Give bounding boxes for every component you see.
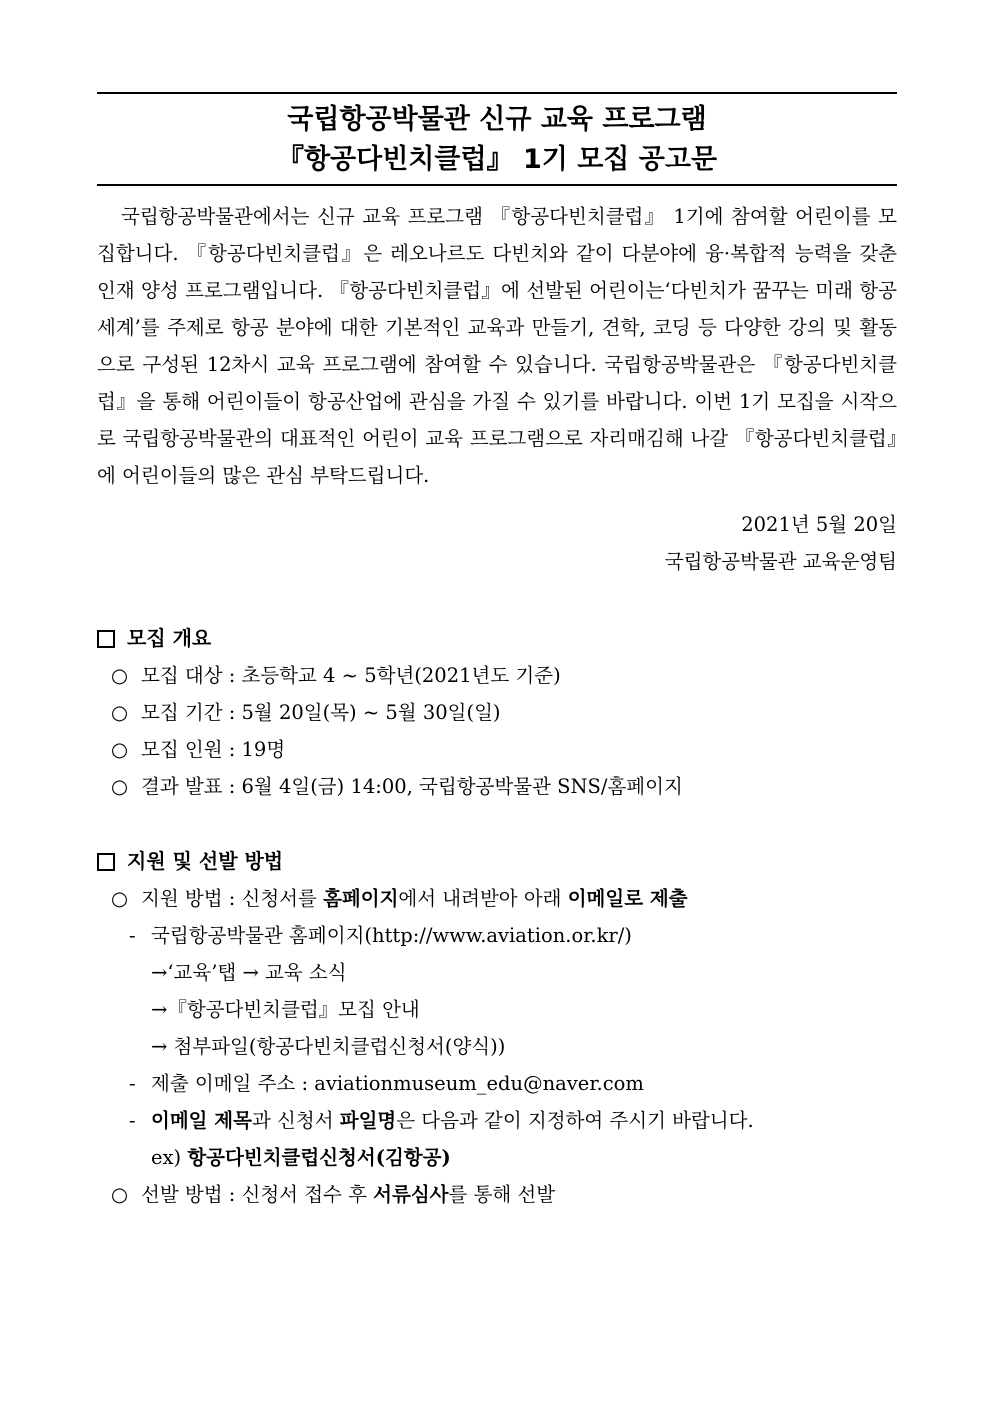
section-overview xyxy=(97,620,897,805)
selection-method-text xyxy=(141,1176,555,1213)
circle-bullet-icon: ○ xyxy=(111,701,129,724)
checkbox-square-icon xyxy=(97,630,115,648)
notice-date: 2021년 5월 20일 xyxy=(741,513,897,536)
circle-bullet-icon: ○ xyxy=(111,775,129,798)
bottom-rule xyxy=(97,184,897,186)
email-item xyxy=(97,1065,897,1102)
bold-text-email-title: 이메일 제목 xyxy=(151,1109,252,1132)
bold-text-email-submit: 이메일로 제출 xyxy=(567,887,688,910)
apply-method-item xyxy=(97,880,897,917)
text-run: 에서 내려받아 아래 xyxy=(398,887,568,910)
list-item-text: 모집 대상 : 초등학교 4 ~ 5학년(2021년도 기준) xyxy=(141,664,561,687)
list-item-text: 결과 발표 : 6월 4일(금) 14:00, 국립항공박물관 SNS/홈페이지 xyxy=(141,775,683,798)
apply-method-text xyxy=(141,880,688,917)
issuer-team: 국립항공박물관 교육운영팀 xyxy=(664,550,897,573)
nav-step: →‘교육’탭 → 교육 소식 xyxy=(151,961,347,984)
title-line-1: 국립항공박물관 신규 교육 프로그램 xyxy=(287,104,707,135)
title-block xyxy=(97,94,897,184)
title-line-2: 『항공다빈치클럽』 1기 모집 공고문 xyxy=(276,144,718,175)
bold-text-document-review: 서류심사 xyxy=(373,1183,449,1206)
section-heading-application xyxy=(97,843,897,880)
text-run: 를 통해 선발 xyxy=(448,1183,556,1206)
dash-bullet: - xyxy=(129,1072,136,1095)
list-item xyxy=(97,731,897,768)
circle-bullet-icon: ○ xyxy=(111,887,129,910)
list-item-text: 모집 인원 : 19명 xyxy=(141,738,286,761)
checkbox-square-icon xyxy=(97,853,115,871)
list-item-text: 모집 기간 : 5월 20일(목) ~ 5월 30일(일) xyxy=(141,701,501,724)
section-heading-label: 모집 개요 xyxy=(127,626,212,650)
bold-text-homepage: 홈페이지 xyxy=(323,887,399,910)
dash-bullet: - xyxy=(129,1109,136,1132)
text-run: 과 신청서 xyxy=(251,1109,340,1132)
text-run: 은 다음과 같이 지정하여 주시기 바랍니다. xyxy=(396,1109,754,1132)
example-prefix: ex) xyxy=(151,1146,188,1169)
nav-step: → 첨부파일(항공다빈치클럽신청서(양식)) xyxy=(151,1035,506,1058)
circle-bullet-icon: ○ xyxy=(111,738,129,761)
section-heading-label: 지원 및 선발 방법 xyxy=(127,849,284,873)
circle-bullet-icon: ○ xyxy=(111,1183,129,1206)
selection-method-item xyxy=(97,1176,897,1213)
section-heading-overview xyxy=(97,620,897,657)
naming-rule-item xyxy=(97,1102,897,1139)
email-address-text[interactable]: 제출 이메일 주소 : aviationmuseum_edu@naver.com xyxy=(151,1072,644,1095)
dash-bullet: - xyxy=(129,924,136,947)
list-item xyxy=(97,657,897,694)
text-run: 지원 방법 : 신청서를 xyxy=(141,887,324,910)
notice-document xyxy=(97,92,897,1213)
example-line xyxy=(97,1139,897,1176)
nav-step: →『항공다빈치클럽』모집 안내 xyxy=(151,998,420,1021)
naming-rule-text xyxy=(151,1102,754,1139)
list-item xyxy=(97,694,897,731)
list-item xyxy=(97,768,897,805)
homepage-item xyxy=(97,917,897,954)
text-run: 선발 방법 : 신청서 접수 후 xyxy=(141,1183,374,1206)
intro-paragraph: 국립항공박물관에서는 신규 교육 프로그램 『항공다빈치클럽』 1기에 참여할 어린이를 모집합니다. 『항공다빈치클럽』은 레오나르도 다빈치와 같이 다분야에 융·복합적 능력을 갖춘 인재 양성 프로그램입니다. 『항공다빈치클럽』에 선발된 어린이는‘다빈치가 꿈꾸는 미래 항공 세계’를 주제로 항공 분야에 대한 기본적인 교육과 만들기, 견학, 코딩 등 다양한 강의 및 활동으로 구성된 12차시 교육 프로그램에 참여할 수 있습니다. 국립항공박물관은 『항공다빈치클럽』을 통해 어린이들이 항공산업에 관심을 가질 수 있기를 바랍니다. 이번 1기 모집을 시작으로 국립항공박물관의 대표적인 어린이 교육 프로그램으로 자리매김해 나갈 『항공다빈치클럽』에 어린이들의 많은 관심 부탁드립니다. xyxy=(97,205,897,487)
circle-bullet-icon: ○ xyxy=(111,664,129,687)
homepage-link-text[interactable]: 국립항공박물관 홈페이지(http://www.aviation.or.kr/) xyxy=(151,924,632,947)
section-application xyxy=(97,843,897,1213)
bold-text-filename: 파일명 xyxy=(339,1109,397,1132)
example-value: 항공다빈치클럽신청서(김항공) xyxy=(187,1146,451,1169)
